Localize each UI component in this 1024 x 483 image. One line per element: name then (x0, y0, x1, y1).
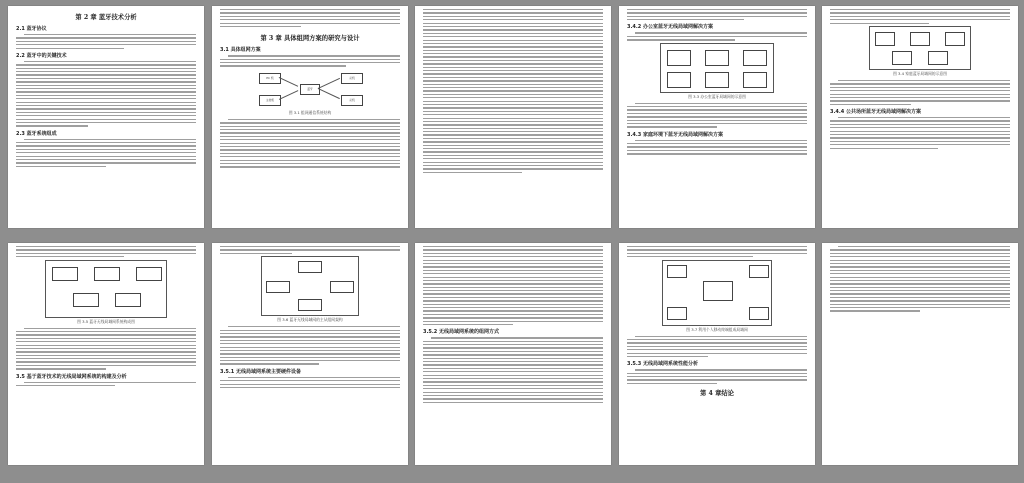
document-page-4 (619, 6, 815, 228)
section-heading: 2.1 蓝牙协议 (16, 26, 47, 32)
master-slave-figure (261, 256, 359, 316)
figure-caption: 图 3.7 利用个人移动终端组成局域网 (686, 326, 748, 332)
document-page-9 (619, 243, 815, 465)
figure-caption: 图 3.5 蓝牙无线局域网系统构成图 (77, 318, 135, 324)
chapter-title: 第 2 章 蓝牙技术分析 (75, 14, 137, 21)
mobile-terminal-figure (662, 260, 772, 326)
figure-caption: 图 3.4 家庭蓝牙局域网的示意图 (892, 70, 947, 76)
office-network-figure (660, 43, 774, 93)
section-heading: 2.3 蓝牙系统组成 (16, 130, 57, 137)
system-figure (45, 260, 167, 318)
document-page-1 (8, 6, 204, 228)
document-page-5 (822, 6, 1018, 228)
section-heading: 3.5 基于蓝牙技术的无线局域网系统的构建及分析 (16, 373, 127, 380)
document-page-7 (212, 243, 408, 465)
document-page-10 (822, 243, 1018, 465)
subsection-heading: 3.4.2 办公室蓝牙无线局域网解决方案 (627, 24, 713, 31)
section-heading: 2.2 蓝牙中的关键技术 (16, 52, 67, 59)
document-page-6 (8, 243, 204, 465)
home-network-figure (869, 26, 971, 70)
figure-caption: 图 3.6 蓝牙无线局域网的主从组网架构 (277, 317, 343, 323)
figure-caption: 图 3.3 办公室蓝牙局域网的示意图 (688, 93, 746, 99)
figure-caption: 图 3.1 组网通信系统结构 (288, 109, 332, 115)
section-heading: 3.1 具体组网方案 (220, 47, 261, 54)
document-page-2 (212, 6, 408, 228)
subsection-heading: 3.5.3 无线局域网系统性能分析 (627, 361, 698, 368)
chapter-title: 第 3 章 具体组网方案的研究与设计 (260, 35, 360, 43)
network-figure: PC 机 主控机 蓝牙 从机 从机 (255, 69, 365, 109)
subsection-heading: 3.5.1 无线局域网系统主要硬件设备 (220, 368, 301, 375)
chapter-title: 第 4 章结论 (700, 390, 734, 398)
subsection-heading: 3.4.4 公共场所蓝牙无线局域网解决方案 (830, 108, 921, 115)
subsection-heading: 3.5.2 无线局域网系统的组网方式 (423, 329, 499, 336)
subsection-heading: 3.4.3 家庭环境下蓝牙无线局域网解决方案 (627, 131, 723, 138)
document-page-3 (415, 6, 611, 228)
document-page-8 (415, 243, 611, 465)
